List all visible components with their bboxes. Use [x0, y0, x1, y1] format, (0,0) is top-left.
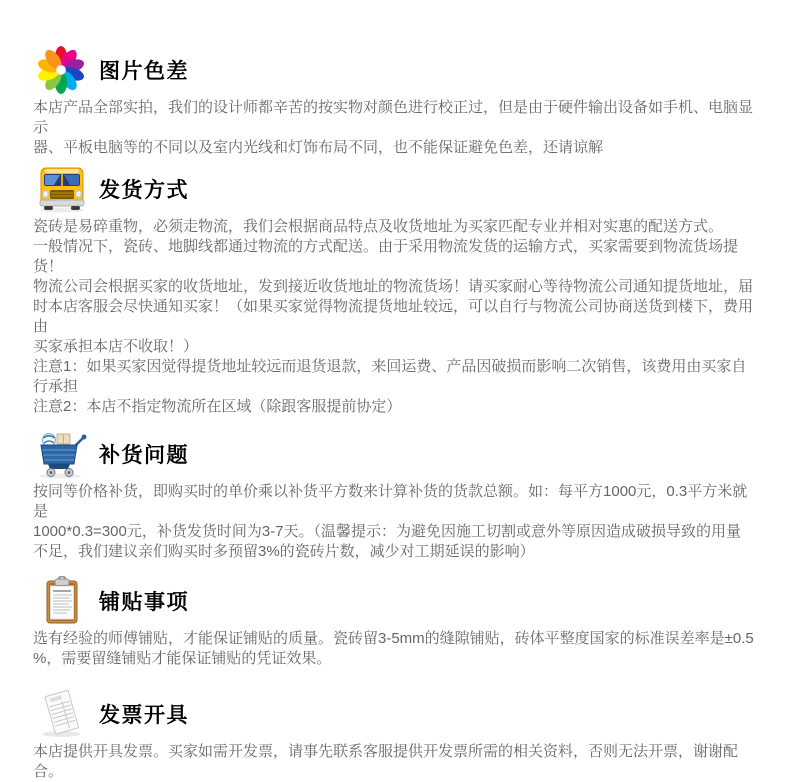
text-line: 一般情况下，瓷砖、地脚线都通过物流的方式配送。由于采用物流发货的运输方式，买家需要到物流货场提货！ — [33, 238, 739, 275]
text-line: %，需要留缝铺贴才能保证铺贴的凭证效果。 — [33, 650, 332, 667]
section-header — [33, 689, 760, 739]
text-line: 按同等价格补货，即购买时的单价乘以补货平方数来计算补货的货款总额。如：每平方1000元，0.3平方米就是 — [33, 483, 748, 520]
text-line: 时本店客服会尽快通知买家！（如果买家觉得物流提货地址较远，可以自行与物流公司协商送货到楼下，费用由 — [33, 298, 754, 335]
shopping-cart-icon — [33, 429, 91, 479]
text-line: 物流公司会根据买家的收货地址，发到接近收货地址的物流货场！请买家耐心等待物流公司通知提货地址，届 — [33, 278, 754, 295]
text-line: 1000*0.3=300元，补货发货时间为3-7天。（温馨提示：为避免因施工切割或意外等原因造成破损导致的用量 — [33, 523, 742, 540]
receipt-icon — [33, 689, 91, 739]
text-line: 瓷砖是易碎重物，必须走物流，我们会根据商品特点及收货地址为买家匹配专业并相对实惠的配送方式。 — [33, 218, 724, 235]
section-title: 发货方式 — [99, 179, 189, 202]
section-title: 铺贴事项 — [99, 591, 189, 614]
section-tiling-notes — [33, 576, 760, 669]
section-title: 图片色差 — [99, 60, 189, 83]
section-header — [33, 576, 760, 626]
section-body — [33, 629, 760, 669]
section-restock-question — [33, 429, 760, 562]
section-body — [33, 217, 760, 417]
clipboard-icon — [33, 576, 91, 626]
text-line: 注意2：本店不指定物流所在区域（除跟客服提前协定） — [33, 398, 402, 415]
section-title: 补货问题 — [99, 444, 189, 467]
text-line: 本店产品全部实拍，我们的设计师都辛苦的按实物对颜色进行校正过，但是由于硬件输出设备如手机、电脑显示 — [33, 99, 754, 136]
text-line: 器、平板电脑等的不同以及室内光线和灯饰布局不同，也不能保证避免色差，还请谅解 — [33, 139, 604, 156]
section-body — [33, 98, 760, 158]
section-body — [33, 482, 760, 562]
text-line: 选有经验的师傅铺贴，才能保证铺贴的质量。瓷砖留3-5mm的缝隙铺贴，砖体平整度国家的标准误差率是±0.5 — [33, 630, 754, 647]
text-line: 注意1：如果买家因觉得提货地址较远而退货退款，来回运费、产品因破损而影响二次销售，该费用由买家自行承担 — [33, 358, 747, 395]
section-body — [33, 742, 760, 782]
section-invoice-issuing — [33, 689, 760, 782]
text-line: 本店提供开具发票。买家如需开发票，请事先联系客服提供开发票所需的相关资料，否则无法开票，谢谢配合。 — [33, 743, 739, 780]
section-shipping-method — [33, 164, 760, 417]
delivery-truck-icon — [33, 164, 91, 214]
text-line: 不足，我们建议亲们购买时多预留3%的瓷砖片数，减少对工期延误的影响） — [33, 543, 535, 560]
section-image-color-difference — [33, 45, 760, 158]
section-header — [33, 164, 760, 214]
section-title: 发票开具 — [99, 704, 189, 727]
section-header — [33, 429, 760, 479]
rainbow-flower-icon — [33, 45, 91, 95]
section-header — [33, 45, 760, 95]
text-line: 买家承担本店不收取！） — [33, 338, 199, 355]
